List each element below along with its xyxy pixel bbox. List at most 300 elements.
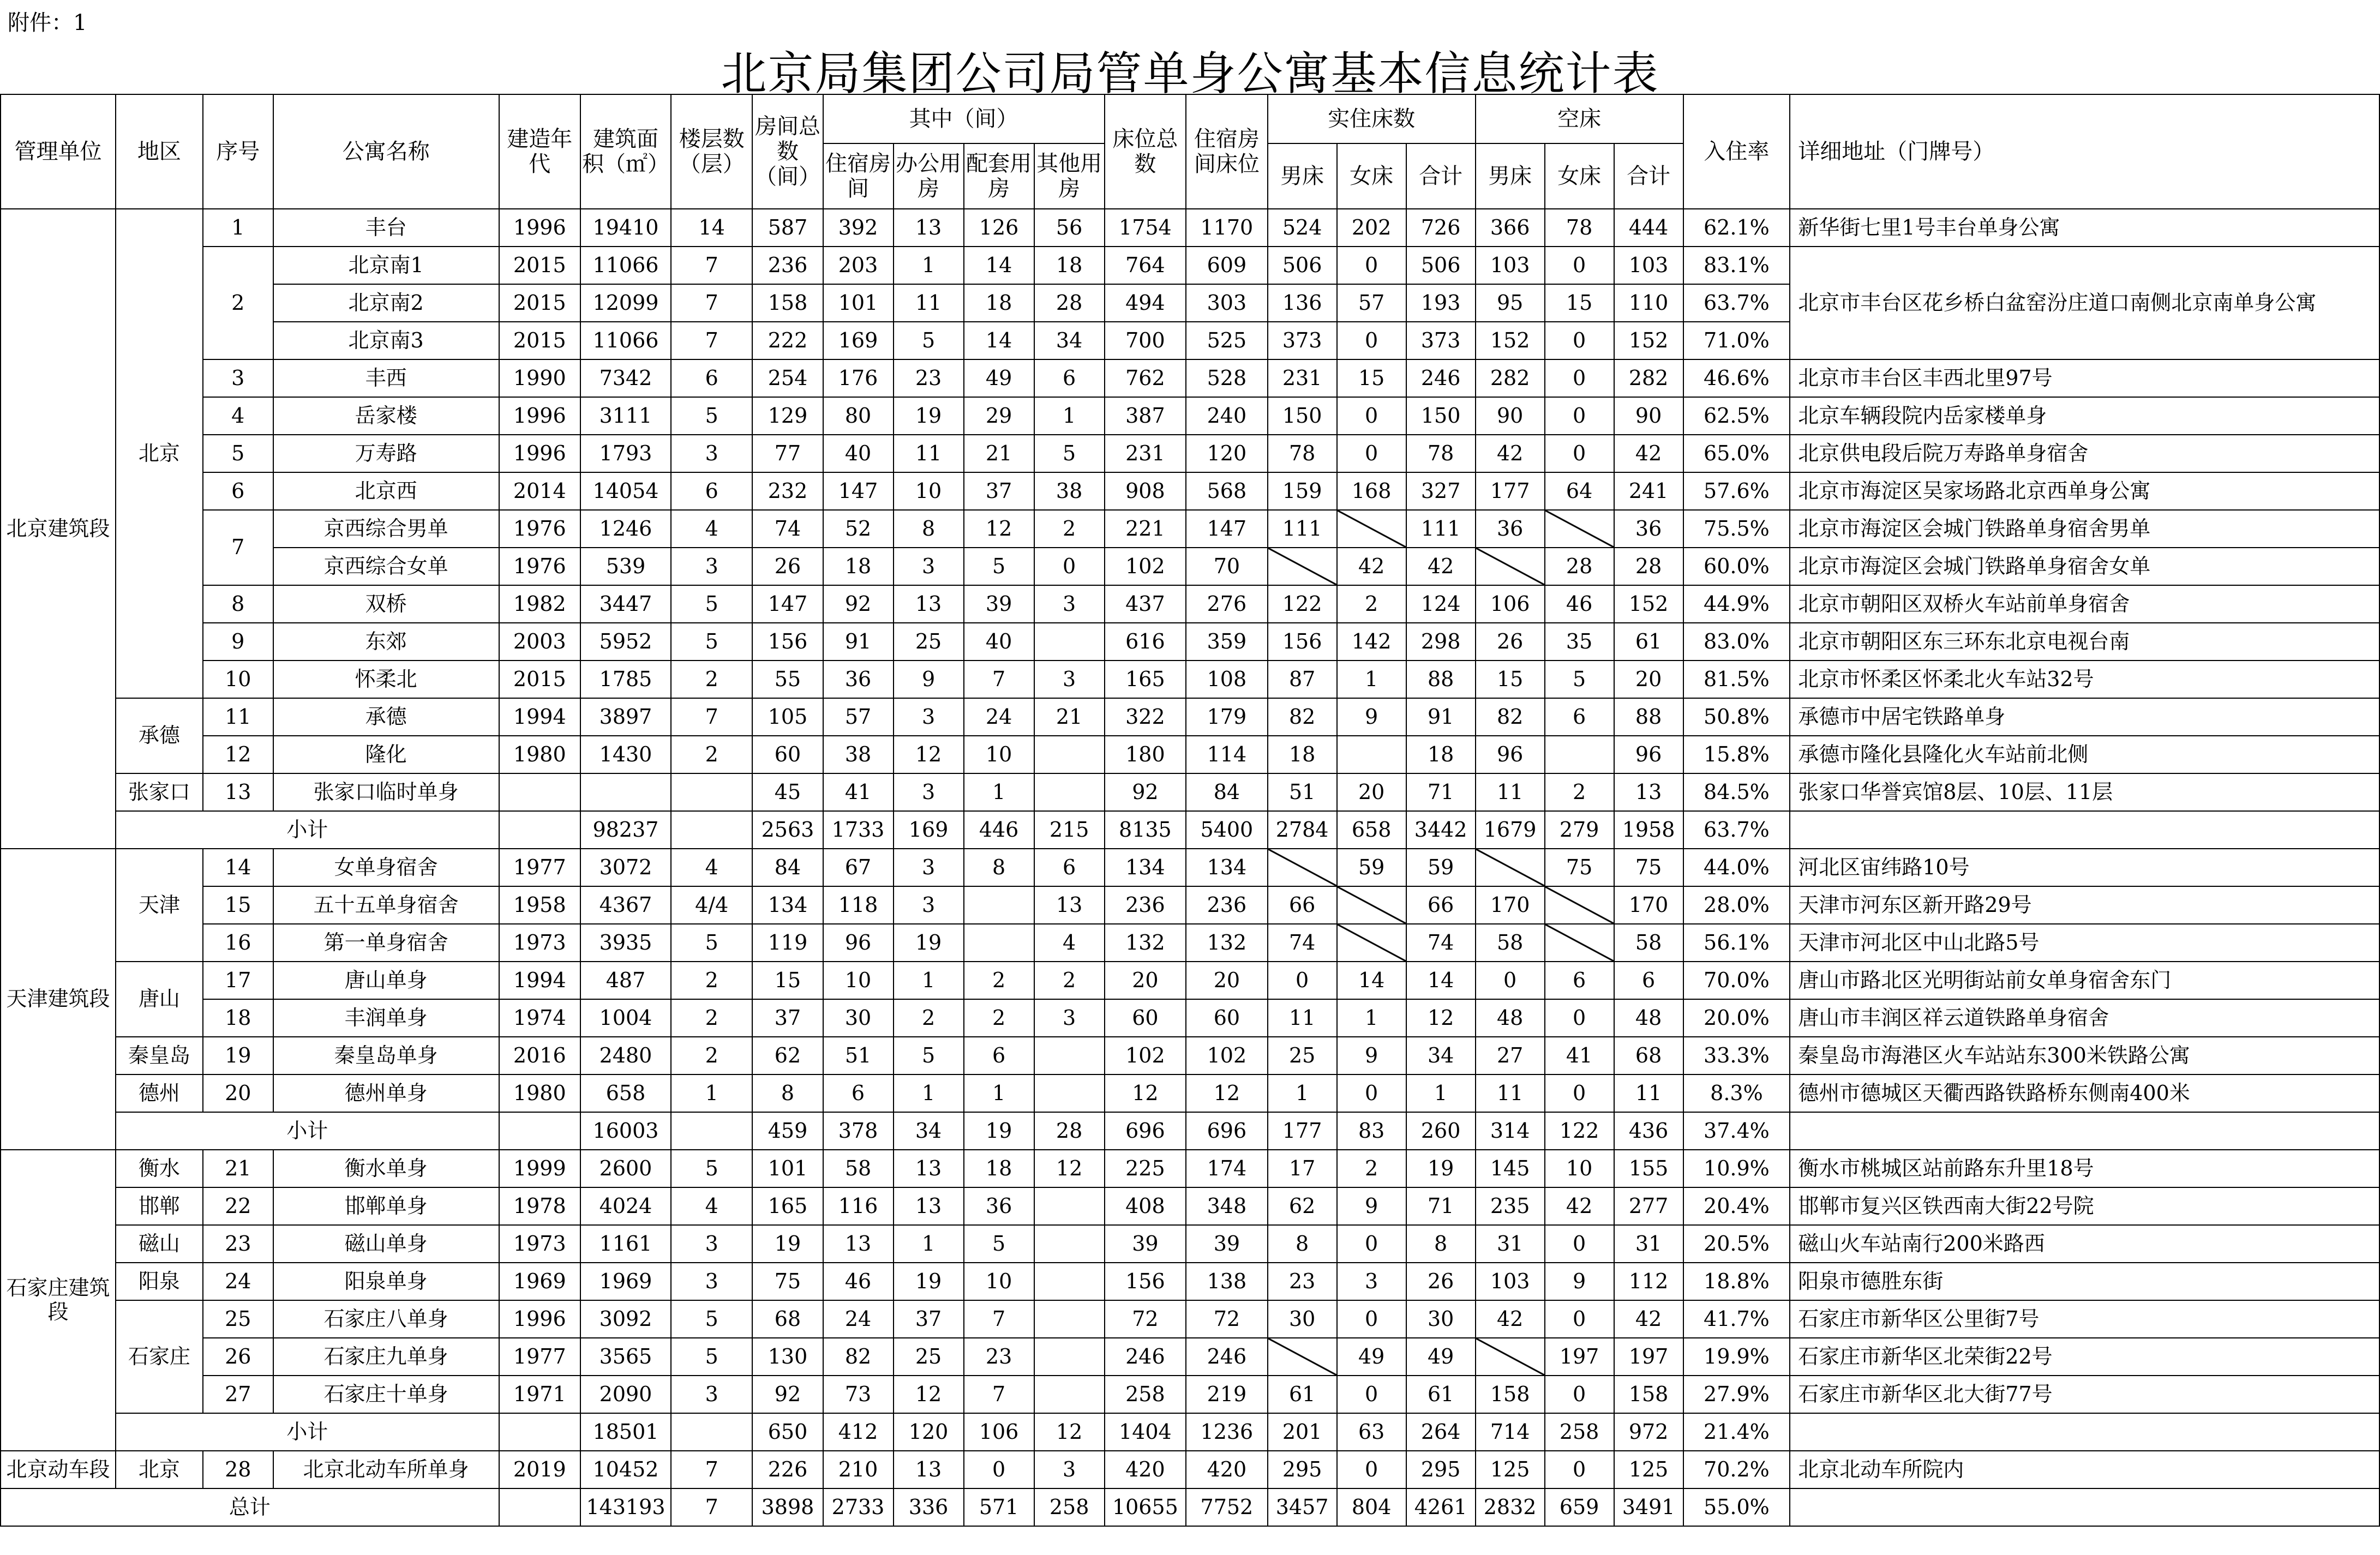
res-beds-cell: 70: [1186, 548, 1268, 585]
occupied-total-cell: 327: [1406, 472, 1476, 510]
year-cell: [499, 1112, 581, 1150]
header-other-rooms: 其他用房: [1034, 143, 1105, 209]
subtotal-other-rooms: 28: [1034, 1112, 1105, 1150]
occupied-total-cell: 88: [1406, 661, 1476, 698]
office-rooms-cell: 5: [894, 1037, 964, 1074]
floors-cell: 5: [671, 1300, 753, 1338]
office-rooms-cell: 13: [894, 209, 964, 247]
empty-female-cell: 46: [1545, 585, 1614, 623]
res-rooms-cell: 96: [823, 924, 894, 962]
area-cell: 7342: [580, 359, 671, 397]
area-cell: 658: [580, 1074, 671, 1112]
year-cell: 1994: [499, 962, 581, 999]
occupied-female-cell: [1337, 736, 1406, 773]
res-beds-cell: 528: [1186, 359, 1268, 397]
rooms-cell: 147: [752, 585, 823, 623]
table-row: [1, 736, 2379, 773]
subtotal-empty-total: 436: [1614, 1112, 1683, 1150]
occupied-male-cell: 78: [1268, 435, 1337, 472]
subtotal-empty-male: 1679: [1476, 811, 1545, 849]
empty-male-cell: 11: [1476, 1074, 1545, 1112]
year-cell: 2015: [499, 322, 581, 359]
unit-cell: 天津建筑段: [1, 849, 116, 1150]
header-office-rooms: 办公用房: [894, 143, 964, 209]
header-support-rooms: 配套用房: [964, 143, 1034, 209]
rooms-cell: 156: [752, 623, 823, 661]
seq-cell: 2: [203, 247, 273, 359]
occupied-total-cell: 71: [1406, 1187, 1476, 1225]
other-rooms-cell: 3: [1034, 585, 1105, 623]
address-cell: 天津市河东区新开路29号: [1790, 886, 2379, 924]
address-cell: [1790, 1488, 2379, 1526]
empty-male-cell: 282: [1476, 359, 1545, 397]
office-rooms-cell: 2: [894, 999, 964, 1037]
empty-total-cell: 152: [1614, 322, 1683, 359]
year-cell: 2015: [499, 284, 581, 322]
rate-cell: 71.0%: [1683, 322, 1790, 359]
address-cell: 秦皇岛市海港区火车站站东300米铁路公寓: [1790, 1037, 2379, 1074]
support-rooms-cell: 39: [964, 585, 1034, 623]
other-rooms-cell: 18: [1034, 247, 1105, 284]
subtotal-rate: 37.4%: [1683, 1112, 1790, 1150]
res-rooms-cell: 57: [823, 698, 894, 736]
seq-cell: 9: [203, 623, 273, 661]
rooms-cell: 129: [752, 397, 823, 435]
office-rooms-cell: 11: [894, 284, 964, 322]
res-beds-cell: 1170: [1186, 209, 1268, 247]
seq-cell: 20: [203, 1074, 273, 1112]
table-row: [1, 397, 2379, 435]
beds-cell: 132: [1105, 924, 1186, 962]
empty-female-cell: 75: [1545, 849, 1614, 886]
support-rooms-cell: 14: [964, 247, 1034, 284]
name-cell: 第一单身宿舍: [273, 924, 499, 962]
seq-cell: 8: [203, 585, 273, 623]
rate-cell: 84.5%: [1683, 773, 1790, 811]
occupied-total-cell: 18: [1406, 736, 1476, 773]
res-rooms-cell: 24: [823, 1300, 894, 1338]
rooms-cell: 75: [752, 1263, 823, 1300]
occupied-total-cell: 71: [1406, 773, 1476, 811]
occupied-female-cell: 14: [1337, 962, 1406, 999]
res-beds-cell: 276: [1186, 585, 1268, 623]
res-rooms-cell: 6: [823, 1074, 894, 1112]
rooms-cell: 119: [752, 924, 823, 962]
address-cell: 北京市海淀区吴家场路北京西单身公寓: [1790, 472, 2379, 510]
table-row: [1, 623, 2379, 661]
area-cell: 12099: [580, 284, 671, 322]
address-cell: [1790, 1112, 2379, 1150]
other-rooms-cell: 6: [1034, 359, 1105, 397]
floors-cell: 14: [671, 209, 753, 247]
header-region: 地区: [116, 94, 203, 209]
res-beds-cell: 120: [1186, 435, 1268, 472]
empty-total-cell: 61: [1614, 623, 1683, 661]
occupied-female-cell: 142: [1337, 623, 1406, 661]
table-row: [1, 773, 2379, 811]
empty-female-cell: 0: [1545, 1376, 1614, 1413]
empty-male-cell: 27: [1476, 1037, 1545, 1074]
table-row: [1, 209, 2379, 247]
rate-cell: 15.8%: [1683, 736, 1790, 773]
support-rooms-cell: 24: [964, 698, 1034, 736]
subtotal-row: [1, 1112, 2379, 1150]
rooms-cell: 68: [752, 1300, 823, 1338]
other-rooms-cell: [1034, 623, 1105, 661]
subtotal-area: 16003: [580, 1112, 671, 1150]
occupied-male-cell: 66: [1268, 886, 1337, 924]
rooms-cell: 84: [752, 849, 823, 886]
res-rooms-cell: 40: [823, 435, 894, 472]
subtotal-empty-total: 972: [1614, 1413, 1683, 1451]
office-rooms-cell: 23: [894, 359, 964, 397]
region-cell: 北京: [116, 209, 203, 698]
occupied-total-cell: 298: [1406, 623, 1476, 661]
empty-female-cell: 6: [1545, 962, 1614, 999]
rooms-cell: 60: [752, 736, 823, 773]
seq-cell: 15: [203, 886, 273, 924]
other-rooms-cell: 4: [1034, 924, 1105, 962]
occupied-male-cell: 18: [1268, 736, 1337, 773]
res-rooms-cell: 52: [823, 510, 894, 548]
res-beds-cell: 20: [1186, 962, 1268, 999]
other-rooms-cell: [1034, 1225, 1105, 1263]
rate-cell: 57.6%: [1683, 472, 1790, 510]
res-beds-cell: 84: [1186, 773, 1268, 811]
subtotal-res-rooms: 1733: [823, 811, 894, 849]
res-rooms-cell: 38: [823, 736, 894, 773]
res-beds-cell: 39: [1186, 1225, 1268, 1263]
beds-cell: 764: [1105, 247, 1186, 284]
empty-male-cell: 366: [1476, 209, 1545, 247]
res-beds-cell: 219: [1186, 1376, 1268, 1413]
support-rooms-cell: 49: [964, 359, 1034, 397]
name-cell: 承德: [273, 698, 499, 736]
name-cell: 京西综合女单: [273, 548, 499, 585]
header-empty-male: 男床: [1476, 143, 1545, 209]
region-cell: 张家口: [116, 773, 203, 811]
rooms-cell: 8: [752, 1074, 823, 1112]
empty-total-cell: 90: [1614, 397, 1683, 435]
subtotal-rooms: 650: [752, 1413, 823, 1451]
res-rooms-cell: 18: [823, 548, 894, 585]
header-rate: 入住率: [1683, 94, 1790, 209]
support-rooms-cell: 5: [964, 1225, 1034, 1263]
support-rooms-cell: 7: [964, 1300, 1034, 1338]
occupied-female-cell: 0: [1337, 397, 1406, 435]
region-cell: 唐山: [116, 962, 203, 1037]
table-row: [1, 1338, 2379, 1376]
year-cell: 2003: [499, 623, 581, 661]
occupied-male-cell: 111: [1268, 510, 1337, 548]
empty-total-cell: 112: [1614, 1263, 1683, 1300]
occupied-total-cell: 111: [1406, 510, 1476, 548]
occupied-total-cell: 34: [1406, 1037, 1476, 1074]
address-cell: 北京市海淀区会城门铁路单身宿舍男单: [1790, 510, 2379, 548]
occupied-female-cell: 42: [1337, 548, 1406, 585]
area-cell: 11066: [580, 322, 671, 359]
occupied-total-cell: 150: [1406, 397, 1476, 435]
region-cell: 天津: [116, 849, 203, 962]
total-beds: 10655: [1105, 1488, 1186, 1526]
occupied-female-cell: [1337, 510, 1406, 548]
support-rooms-cell: 7: [964, 661, 1034, 698]
occupied-female-cell: 0: [1337, 1074, 1406, 1112]
support-rooms-cell: 1: [964, 773, 1034, 811]
table-row: [1, 247, 2379, 284]
address-cell: 北京市朝阳区双桥火车站前单身宿舍: [1790, 585, 2379, 623]
name-cell: 北京南1: [273, 247, 499, 284]
rate-cell: 70.0%: [1683, 962, 1790, 999]
unit-cell: 北京建筑段: [1, 209, 116, 849]
table-row: [1, 1376, 2379, 1413]
empty-female-cell: 6: [1545, 698, 1614, 736]
res-beds-cell: 108: [1186, 661, 1268, 698]
floors-cell: 2: [671, 999, 753, 1037]
occupied-total-cell: 726: [1406, 209, 1476, 247]
other-rooms-cell: 56: [1034, 209, 1105, 247]
occupied-total-cell: 61: [1406, 1376, 1476, 1413]
occupied-female-cell: 0: [1337, 1225, 1406, 1263]
address-cell: 北京车辆段院内岳家楼单身: [1790, 397, 2379, 435]
occupied-total-cell: 8: [1406, 1225, 1476, 1263]
empty-female-cell: 0: [1545, 359, 1614, 397]
rooms-cell: 15: [752, 962, 823, 999]
seq-cell: 19: [203, 1037, 273, 1074]
subtotal-row: [1, 811, 2379, 849]
empty-female-cell: 0: [1545, 247, 1614, 284]
empty-total-cell: 28: [1614, 548, 1683, 585]
empty-total-cell: 75: [1614, 849, 1683, 886]
beds-cell: 225: [1105, 1150, 1186, 1187]
occupied-male-cell: 87: [1268, 661, 1337, 698]
seq-cell: 5: [203, 435, 273, 472]
occupied-female-cell: [1337, 886, 1406, 924]
occupied-male-cell: [1268, 849, 1337, 886]
beds-cell: 165: [1105, 661, 1186, 698]
header-year: 建造年代: [499, 94, 581, 209]
office-rooms-cell: 1: [894, 962, 964, 999]
empty-female-cell: 35: [1545, 623, 1614, 661]
subtotal-empty-male: 314: [1476, 1112, 1545, 1150]
table-row: [1, 999, 2379, 1037]
subtotal-empty-female: 279: [1545, 811, 1614, 849]
office-rooms-cell: 3: [894, 773, 964, 811]
support-rooms-cell: 2: [964, 962, 1034, 999]
table-row: [1, 1225, 2379, 1263]
subtotal-area: 18501: [580, 1413, 671, 1451]
office-rooms-cell: 1: [894, 247, 964, 284]
office-rooms-cell: 3: [894, 849, 964, 886]
rooms-cell: 130: [752, 1338, 823, 1376]
other-rooms-cell: [1034, 773, 1105, 811]
rate-cell: 20.0%: [1683, 999, 1790, 1037]
other-rooms-cell: 34: [1034, 322, 1105, 359]
other-rooms-cell: [1034, 1376, 1105, 1413]
year-cell: 1982: [499, 585, 581, 623]
subtotal-rooms: 2563: [752, 811, 823, 849]
seq-cell: 14: [203, 849, 273, 886]
empty-female-cell: 28: [1545, 548, 1614, 585]
address-cell: 阳泉市德胜东街: [1790, 1263, 2379, 1300]
occupied-female-cell: 3: [1337, 1263, 1406, 1300]
subtotal-empty-female: 258: [1545, 1413, 1614, 1451]
year-cell: 1977: [499, 1338, 581, 1376]
header-of-which: 其中（间）: [823, 94, 1105, 143]
year-cell: 1976: [499, 510, 581, 548]
occupied-total-cell: 26: [1406, 1263, 1476, 1300]
other-rooms-cell: 5: [1034, 435, 1105, 472]
support-rooms-cell: 14: [964, 322, 1034, 359]
beds-cell: 180: [1105, 736, 1186, 773]
floors-cell: 6: [671, 472, 753, 510]
occupied-male-cell: 0: [1268, 962, 1337, 999]
total-floors: 7: [671, 1488, 753, 1526]
rate-cell: 19.9%: [1683, 1338, 1790, 1376]
year-cell: 1973: [499, 924, 581, 962]
other-rooms-cell: [1034, 1338, 1105, 1376]
year-cell: 2019: [499, 1451, 581, 1488]
table-row: [1, 1074, 2379, 1112]
region-cell: 承德: [116, 698, 203, 773]
empty-female-cell: 197: [1545, 1338, 1614, 1376]
rooms-cell: 101: [752, 1150, 823, 1187]
office-rooms-cell: 9: [894, 661, 964, 698]
empty-female-cell: 15: [1545, 284, 1614, 322]
seq-cell: 4: [203, 397, 273, 435]
floors-cell: [671, 773, 753, 811]
year-cell: 1973: [499, 1225, 581, 1263]
res-beds-cell: 236: [1186, 886, 1268, 924]
region-cell: 秦皇岛: [116, 1037, 203, 1074]
res-beds-cell: 138: [1186, 1263, 1268, 1300]
beds-cell: 60: [1105, 999, 1186, 1037]
empty-male-cell: 95: [1476, 284, 1545, 322]
res-beds-cell: 246: [1186, 1338, 1268, 1376]
area-cell: 3111: [580, 397, 671, 435]
table-row: [1, 435, 2379, 472]
beds-cell: 102: [1105, 1037, 1186, 1074]
support-rooms-cell: 18: [964, 284, 1034, 322]
occupied-female-cell: 0: [1337, 1300, 1406, 1338]
floors-cell: 2: [671, 661, 753, 698]
beds-cell: 387: [1105, 397, 1186, 435]
empty-male-cell: 158: [1476, 1376, 1545, 1413]
rooms-cell: 226: [752, 1451, 823, 1488]
name-cell: 京西综合男单: [273, 510, 499, 548]
res-beds-cell: 348: [1186, 1187, 1268, 1225]
other-rooms-cell: 21: [1034, 698, 1105, 736]
other-rooms-cell: [1034, 1187, 1105, 1225]
year-cell: 1977: [499, 849, 581, 886]
rate-cell: 27.9%: [1683, 1376, 1790, 1413]
area-cell: 2600: [580, 1150, 671, 1187]
occupied-total-cell: 42: [1406, 548, 1476, 585]
rooms-cell: 45: [752, 773, 823, 811]
name-cell: 万寿路: [273, 435, 499, 472]
name-cell: 张家口临时单身: [273, 773, 499, 811]
header-occupied-male: 男床: [1268, 143, 1337, 209]
occupied-male-cell: 1: [1268, 1074, 1337, 1112]
area-cell: 3072: [580, 849, 671, 886]
beds-cell: 246: [1105, 1338, 1186, 1376]
empty-male-cell: [1476, 849, 1545, 886]
rate-cell: 50.8%: [1683, 698, 1790, 736]
empty-male-cell: 15: [1476, 661, 1545, 698]
empty-total-cell: 197: [1614, 1338, 1683, 1376]
subtotal-res-rooms: 378: [823, 1112, 894, 1150]
area-cell: 1793: [580, 435, 671, 472]
rate-cell: 41.7%: [1683, 1300, 1790, 1338]
occupied-male-cell: 150: [1268, 397, 1337, 435]
rate-cell: 65.0%: [1683, 435, 1790, 472]
region-cell: 北京: [116, 1451, 203, 1488]
area-cell: 539: [580, 548, 671, 585]
empty-female-cell: 0: [1545, 1225, 1614, 1263]
office-rooms-cell: 25: [894, 623, 964, 661]
rooms-cell: 165: [752, 1187, 823, 1225]
name-cell: 丰西: [273, 359, 499, 397]
office-rooms-cell: 3: [894, 886, 964, 924]
occupied-male-cell: 8: [1268, 1225, 1337, 1263]
unit-cell: 石家庄建筑段: [1, 1150, 116, 1451]
year-cell: 1958: [499, 886, 581, 924]
occupied-total-cell: 14: [1406, 962, 1476, 999]
beds-cell: 408: [1105, 1187, 1186, 1225]
occupied-male-cell: 11: [1268, 999, 1337, 1037]
address-cell: 天津市河北区中山北路5号: [1790, 924, 2379, 962]
occupied-male-cell: 122: [1268, 585, 1337, 623]
rate-cell: 33.3%: [1683, 1037, 1790, 1074]
total-rooms: 3898: [752, 1488, 823, 1526]
support-rooms-cell: 21: [964, 435, 1034, 472]
floors-cell: 4/4: [671, 886, 753, 924]
other-rooms-cell: 3: [1034, 999, 1105, 1037]
seq-cell: 18: [203, 999, 273, 1037]
seq-cell: 16: [203, 924, 273, 962]
occupied-total-cell: 12: [1406, 999, 1476, 1037]
beds-cell: 156: [1105, 1263, 1186, 1300]
year-cell: 1974: [499, 999, 581, 1037]
empty-total-cell: 103: [1614, 247, 1683, 284]
rooms-cell: 236: [752, 247, 823, 284]
res-beds-cell: 240: [1186, 397, 1268, 435]
res-rooms-cell: 73: [823, 1376, 894, 1413]
total-row: [1, 1488, 2379, 1526]
address-cell: 磁山火车站南行200米路西: [1790, 1225, 2379, 1263]
area-cell: 19410: [580, 209, 671, 247]
support-rooms-cell: 5: [964, 548, 1034, 585]
empty-total-cell: 36: [1614, 510, 1683, 548]
res-rooms-cell: 210: [823, 1451, 894, 1488]
subtotal-area: 98237: [580, 811, 671, 849]
total-empty-female: 659: [1545, 1488, 1614, 1526]
rate-cell: 70.2%: [1683, 1451, 1790, 1488]
subtotal-beds: 696: [1105, 1112, 1186, 1150]
name-cell: 隆化: [273, 736, 499, 773]
res-rooms-cell: 51: [823, 1037, 894, 1074]
area-cell: 3447: [580, 585, 671, 623]
address-cell: 唐山市路北区光明街站前女单身宿舍东门: [1790, 962, 2379, 999]
office-rooms-cell: 11: [894, 435, 964, 472]
res-rooms-cell: 82: [823, 1338, 894, 1376]
address-cell: [1790, 1413, 2379, 1451]
seq-cell: 11: [203, 698, 273, 736]
seq-cell: 22: [203, 1187, 273, 1225]
floors-cell: [671, 1112, 753, 1150]
beds-cell: 1754: [1105, 209, 1186, 247]
rooms-cell: 77: [752, 435, 823, 472]
